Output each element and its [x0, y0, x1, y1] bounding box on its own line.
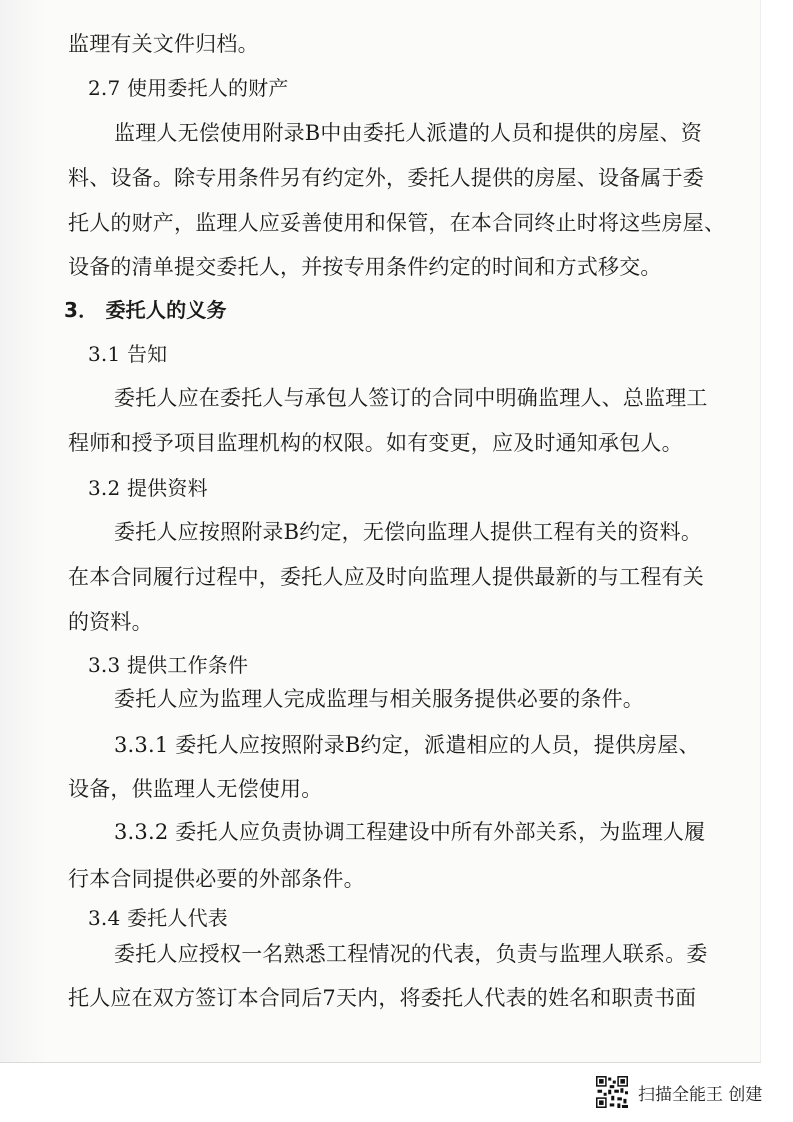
paragraph-3-3-2-line-2: 行本合同提供必要的外部条件。 [68, 867, 365, 891]
scanner-watermark [596, 1078, 762, 1106]
section-3-2-title: 3.2 提供资料 [88, 476, 208, 500]
paragraph-2-7-line-3: 托人的财产，监理人应妥善使用和保管，在本合同终止时将这些房屋、 [68, 211, 726, 235]
paragraph-3-3-2-line-1: 3.3.2 委托人应负责协调工程建设中所有外部关系，为监理人履 [114, 820, 706, 844]
paragraph-3-4-line-2: 托人应在双方签订本合同后7天内，将委托人代表的姓名和职责书面 [68, 986, 697, 1010]
section-2-7-title: 2.7 使用委托人的财产 [88, 76, 289, 100]
text-line-1: 监理有关文件归档。 [68, 32, 259, 56]
paragraph-2-7-line-1: 监理人无偿使用附录B中由委托人派遣的人员和提供的房屋、资 [114, 121, 703, 145]
paragraph-3-1-line-1: 委托人应在委托人与承包人签订的合同中明确监理人、总监理工 [114, 386, 708, 410]
paragraph-3-3-1-line-2: 设备，供监理人无偿使用。 [68, 777, 323, 801]
section-3-4-title: 3.4 委托人代表 [88, 906, 228, 930]
section-3-3-title: 3.3 提供工作条件 [88, 653, 249, 677]
scan-edge-shadow [0, 0, 46, 1062]
paragraph-3-3-line-1: 委托人应为监理人完成监理与相关服务提供必要的条件。 [114, 687, 644, 711]
section-3-1-title: 3.1 告知 [88, 342, 168, 366]
paragraph-3-1-line-2: 程师和授予项目监理机构的权限。如有变更，应及时通知承包人。 [68, 431, 683, 455]
scanner-watermark-text: 扫描全能王 创建 [638, 1084, 763, 1105]
paragraph-3-3-1-line-1: 3.3.1 委托人应按照附录B约定，派遣相应的人员，提供房屋、 [114, 733, 700, 757]
paragraph-3-2-line-2: 在本合同履行过程中，委托人应及时向监理人提供最新的与工程有关 [68, 565, 704, 589]
paragraph-3-4-line-1: 委托人应授权一名熟悉工程情况的代表，负责与监理人联系。委 [114, 942, 708, 966]
paragraph-3-2-line-1: 委托人应按照附录B约定，无偿向监理人提供工程有关的资料。 [114, 520, 703, 544]
section-3-heading: 3． 委托人的义务 [64, 298, 227, 322]
paragraph-2-7-line-4: 设备的清单提交委托人，并按专用条件约定的时间和方式移交。 [68, 255, 662, 279]
paragraph-2-7-line-2: 料、设备。除专用条件另有约定外，委托人提供的房屋、设备属于委 [68, 166, 704, 190]
paragraph-3-2-line-3: 的资料。 [68, 610, 153, 634]
qr-code-icon [596, 1076, 628, 1108]
